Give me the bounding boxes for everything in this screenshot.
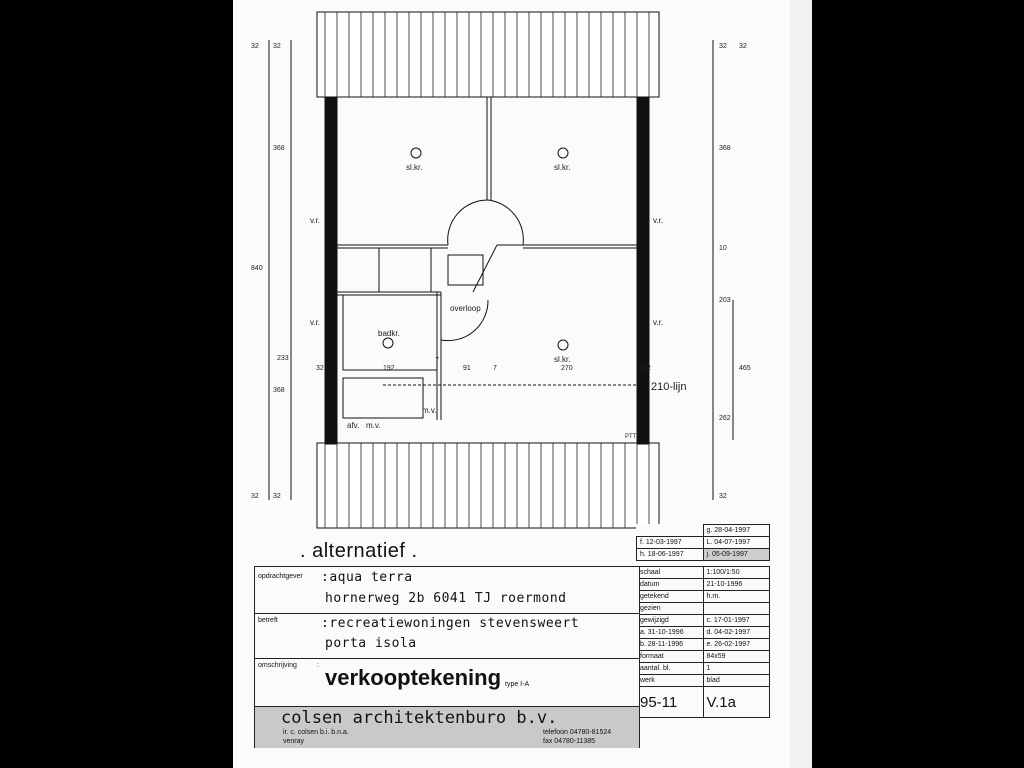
meta-e: e. 26-02-1997: [703, 639, 770, 651]
dim-inner-1: 192: [383, 365, 395, 372]
dim-right-6: 262: [719, 415, 731, 422]
label-mv-2: m.v.: [422, 406, 437, 415]
label-vr-2: v.r.: [653, 216, 664, 225]
meta-gewijzigd-label: gewijzigd: [637, 615, 704, 627]
subject-line1: :recreatiewoningen stevensweert: [321, 616, 580, 631]
label-ptt: PTT: [625, 434, 637, 440]
office-city: venray: [283, 738, 305, 745]
label-bedroom-1: sl.kr.: [406, 163, 423, 172]
meta-gezien: [703, 603, 770, 615]
meta-gezien-label: gezien: [637, 603, 704, 615]
rev-j: j. 05-09-1997: [703, 549, 770, 561]
dim-left-4: 233: [277, 355, 289, 362]
dim-left-7: 32: [273, 493, 281, 500]
subject-line2: porta isola: [325, 636, 417, 651]
floor-plan: [233, 0, 790, 540]
meta-schaal-label: schaal: [637, 567, 704, 579]
meta-b: b. 28-11-1996: [637, 639, 704, 651]
revision-table: [636, 524, 770, 561]
meta-blad-label: blad: [703, 675, 770, 687]
meta-werk-label: werk: [637, 675, 704, 687]
dim-inner-5: 32: [643, 365, 651, 372]
meta-schaal: 1:100/1:50: [703, 567, 770, 579]
dim-inner-3: 7: [493, 365, 497, 372]
dim-left-6: 32: [251, 493, 259, 500]
dim-inner-4: 270: [561, 365, 573, 372]
label-bathroom: badkr.: [378, 329, 400, 338]
dim-right-3: 10: [719, 245, 727, 252]
label-bedroom-2: sl.kr.: [554, 163, 571, 172]
dim-right-2: 368: [719, 145, 731, 152]
label-210-line: 210-lijn: [651, 381, 687, 393]
drawing-type: type I-A: [505, 681, 530, 688]
dim-left-5: 368: [273, 387, 285, 394]
meta-aantal-label: aantal. bl.: [637, 663, 704, 675]
label-vr-3: v.r.: [310, 318, 321, 327]
dim-right-7: 32: [719, 493, 727, 500]
client-address: hornerweg 2b 6041 TJ roermond: [325, 591, 567, 606]
dim-right-5: 465: [739, 365, 751, 372]
dim-left-1: 32: [273, 43, 281, 50]
dim-right-4: 203: [719, 297, 731, 304]
meta-formaat-label: formaat: [637, 651, 704, 663]
dim-right-1: 32: [739, 43, 747, 50]
office-fax: fax 04780-11385: [543, 738, 596, 745]
dim-right-0: 32: [719, 43, 727, 50]
title-block: [254, 566, 640, 748]
drawing-title: verkooptekening: [325, 665, 502, 690]
label-vr-1: v.r.: [310, 216, 321, 225]
rev-f: f. 12-03-1997: [637, 537, 704, 549]
client-label: opdrachtgever: [258, 573, 303, 580]
meta-aantal: 1: [703, 663, 770, 675]
meta-datum-label: datum: [637, 579, 704, 591]
meta-getekend-label: getekend: [637, 591, 704, 603]
meta-formaat: 84x59: [703, 651, 770, 663]
office-phone: telefoon 04780-81524: [543, 729, 612, 736]
dim-left-2: 368: [273, 145, 285, 152]
dim-left-3: 840: [251, 265, 263, 272]
meta-table: [636, 566, 770, 718]
meta-datum: 21-10-1996: [703, 579, 770, 591]
sheet-edge: [790, 0, 812, 768]
meta-werk: 95-11: [637, 687, 704, 718]
office-name: colsen architektenburo b.v.: [281, 708, 558, 728]
client-name: :aqua terra: [321, 570, 413, 585]
meta-blad: V.1a: [703, 687, 770, 718]
alternative-title: . alternatief .: [300, 540, 418, 562]
label-mv-1: m.v.: [366, 421, 381, 430]
meta-d: d. 04-02-1997: [703, 627, 770, 639]
office-person: ir. c. colsen b.i. b.n.a.: [283, 729, 349, 736]
office-band: [255, 706, 639, 748]
subject-label: betreft: [258, 617, 278, 624]
rev-l: L. 04-07-1997: [703, 537, 770, 549]
meta-a: a. 31-10-1996: [637, 627, 704, 639]
label-bedroom-3: sl.kr.: [554, 355, 571, 364]
rev-h: h. 18-06-1997: [637, 549, 704, 561]
rev-g: g. 28-04-1997: [703, 525, 770, 537]
label-landing: overloop: [450, 304, 481, 313]
description-label: omschrijving: [258, 662, 297, 669]
dim-inner-2: 91: [463, 365, 471, 372]
description-colon: :: [317, 662, 319, 669]
dim-inner-0: 32: [316, 365, 324, 372]
dim-left-0: 32: [251, 43, 259, 50]
label-vr-4: v.r.: [653, 318, 664, 327]
label-afv: afv.: [347, 421, 360, 430]
dim-inner-6: 7: [435, 357, 439, 364]
meta-gewijzigd: c. 17-01-1997: [703, 615, 770, 627]
meta-getekend: h.m.: [703, 591, 770, 603]
